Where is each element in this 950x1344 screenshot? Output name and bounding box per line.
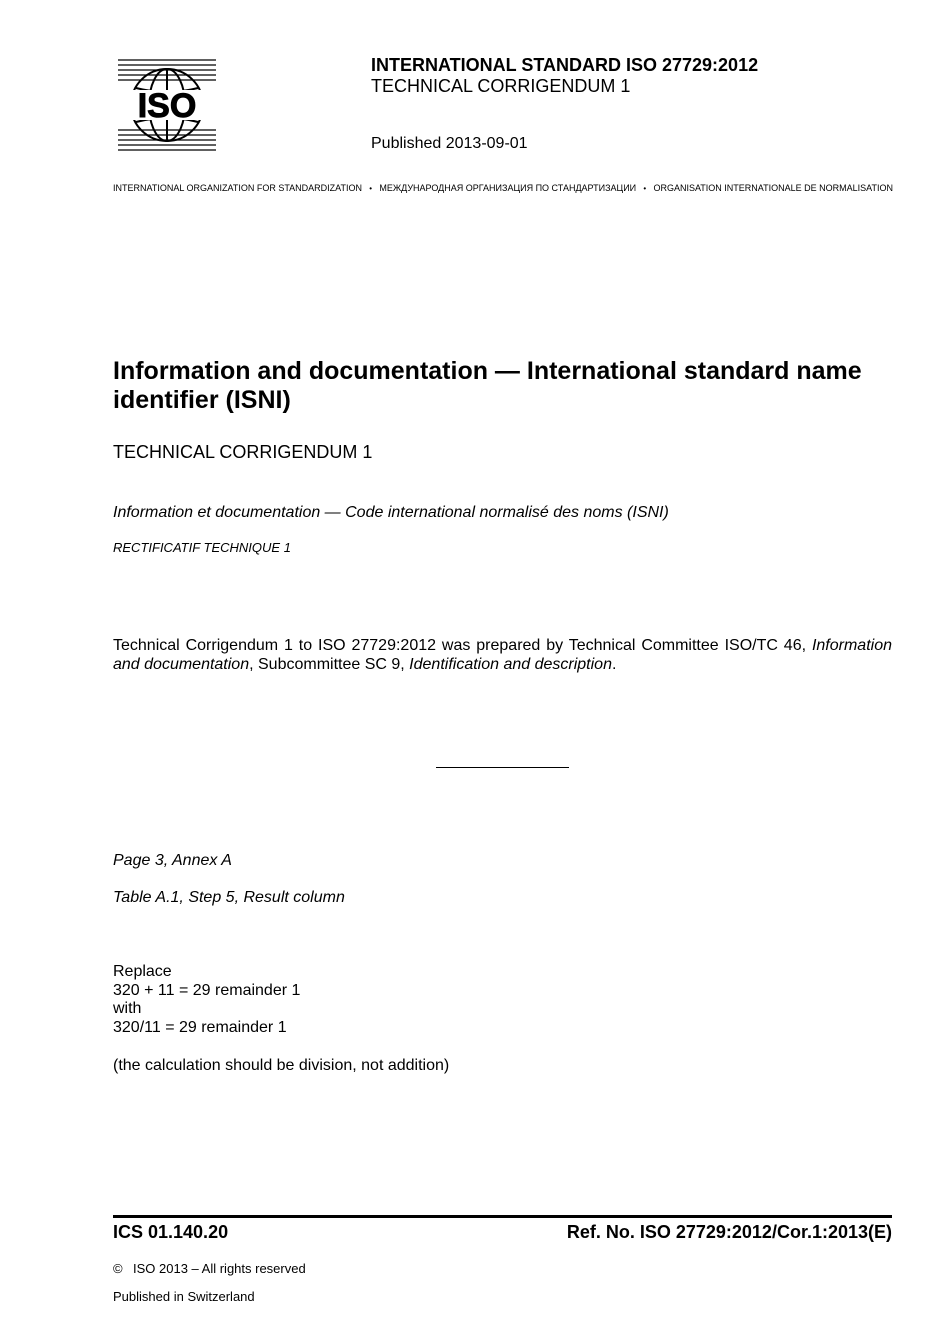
committee-name: Information and documentation	[113, 637, 892, 673]
copyright-text: ISO 2013 – All rights reserved	[133, 1261, 306, 1276]
section-divider	[436, 767, 569, 768]
iso-logo-text: ISO	[137, 87, 197, 125]
document-title: Information and documentation — International standard name identifier (ISNI)	[113, 357, 862, 414]
published-in: Published in Switzerland	[113, 1289, 255, 1304]
replace-keyword: Replace	[113, 963, 172, 980]
subcommittee-name: Identification and description	[409, 656, 612, 673]
published-date: Published 2013-09-01	[371, 135, 528, 152]
copyright-line	[113, 1261, 306, 1277]
with-keyword: with	[113, 1000, 142, 1017]
organization-line	[113, 183, 893, 194]
french-corrigendum-label: RECTIFICATIF TECHNIQUE 1	[113, 540, 291, 555]
prep-text-3: .	[611, 656, 617, 673]
replacement-block	[113, 963, 300, 1037]
correction-location-page: Page 3, Annex A	[113, 852, 232, 869]
org-name-en: INTERNATIONAL ORGANIZATION FOR STANDARDIZATION	[113, 183, 363, 193]
corrected-formula: 320/11 = 29 remainder 1	[113, 1018, 287, 1036]
bullet-separator: •	[643, 184, 647, 193]
copyright-icon: ©	[113, 1261, 123, 1276]
standard-title: INTERNATIONAL STANDARD ISO 27729:2012	[371, 55, 759, 75]
org-name-fr: ORGANISATION INTERNATIONALE DE NORMALISATION	[653, 183, 893, 193]
standard-subtitle: TECHNICAL CORRIGENDUM 1	[371, 76, 631, 96]
preparation-paragraph	[113, 636, 892, 674]
correction-note: (the calculation should be division, not addition)	[113, 1057, 450, 1074]
org-name-ru: МЕЖДУНАРОДНАЯ ОРГАНИЗАЦИЯ ПО СТАНДАРТИЗАЦИИ	[379, 183, 637, 193]
correction-location-table: Table A.1, Step 5, Result column	[113, 889, 345, 906]
french-title: Information et documentation — Code international normalisé des noms (ISNI)	[113, 504, 669, 521]
footer-rule	[113, 1215, 892, 1218]
ics-code: ICS 01.140.20	[113, 1222, 229, 1242]
original-formula: 320 + 11 = 29 remainder 1	[113, 981, 301, 999]
corrigendum-label: TECHNICAL CORRIGENDUM 1	[113, 442, 373, 462]
iso-logo	[118, 58, 216, 152]
reference-number: Ref. No. ISO 27729:2012/Cor.1:2013(E)	[566, 1222, 892, 1242]
bullet-separator: •	[369, 184, 373, 193]
prep-text-2: , Subcommittee SC 9,	[249, 656, 410, 673]
prep-text-1: Technical Corrigendum 1 to ISO 27729:2012 was prepared by Technical Committee ISO/TC 46,	[113, 637, 812, 654]
